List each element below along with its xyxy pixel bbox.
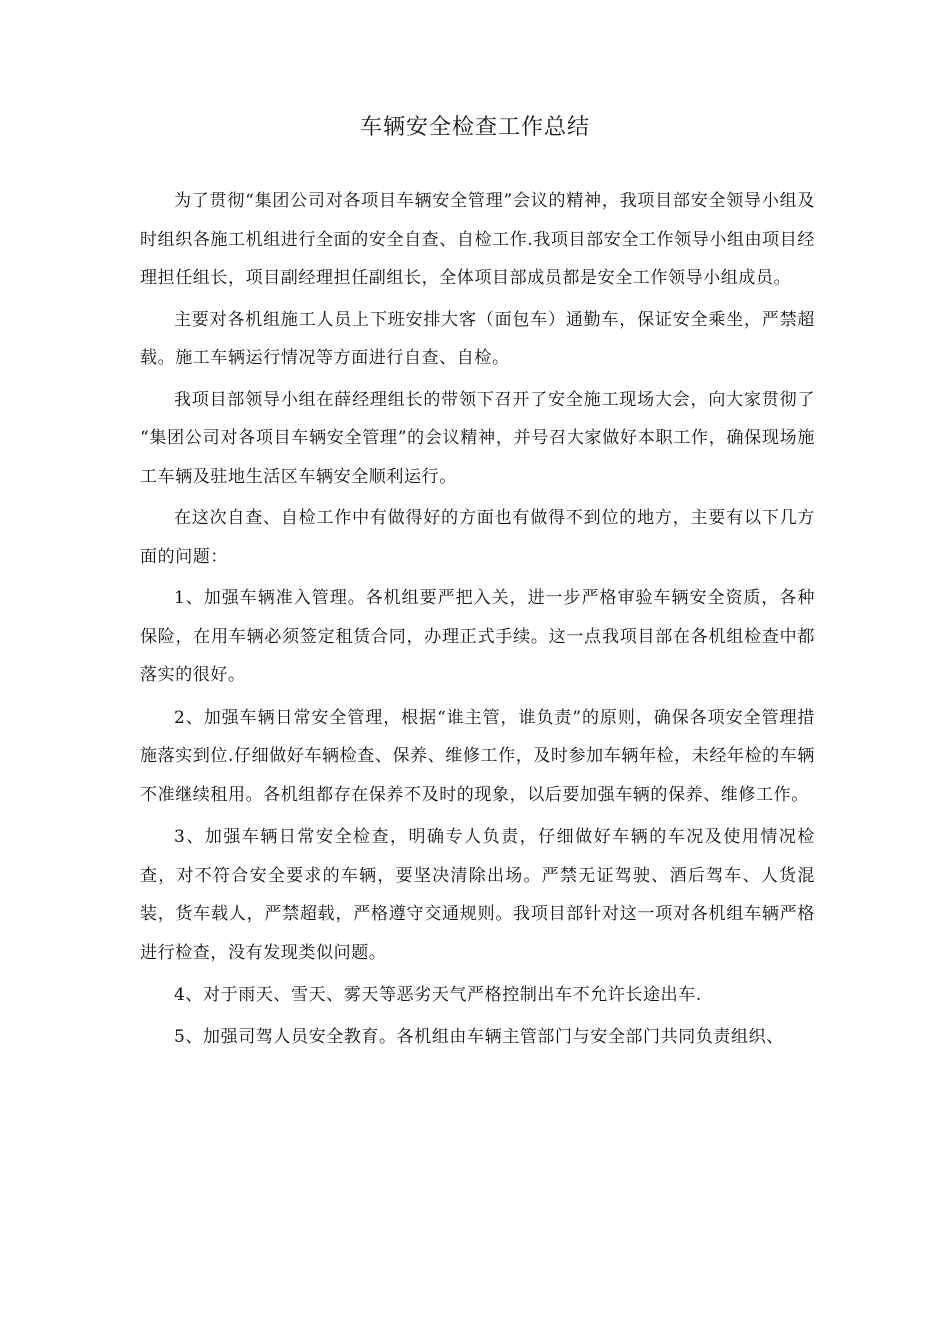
paragraph-issues: 在这次自查、自检工作中有做得好的方面也有做得不到位的地方，主要有以下几方面的问题： [140,508,815,567]
paragraph-intro: 为了贯彻“集团公司对各项目车辆安全管理”会议的精神，我项目部安全领导小组及时组织各施工机组进行全面的安全自查、自检工作.我项目部安全工作领导小组由项目经理担任组长，项目副经理担任副组长，全体项目部成员都是安全工作领导小组成员。 [140,191,815,288]
document-body [140,182,815,1059]
paragraph-meeting: 我项目部领导小组在薛经理组长的带领下召开了安全施工现场大会，向大家贯彻了 “集团公司对各项目车辆安全管理”的会议精神，并号召大家做好本职工作，确保现场施工车辆及驻地生活区车辆安全顺利运行。 [140,389,815,487]
paragraph-item-5: 5、加强司驾人员安全教育。各机组由车辆主管部门与安全部门共同负责组织、 [174,1026,784,1047]
paragraph-item-3: 3、加强车辆日常安全检查，明确专人负责，仔细做好车辆的车况及使用情况检查，对不符合安全要求的车辆，要坚决清除出场。严禁无证驾驶、酒后驾车、人货混装，货车载人，严禁超载，严格遵守交通规则。我项目部针对这一项对各机组车辆严格进行检查，没有发现类似问题。 [140,827,815,963]
paragraph-item-4: 4、对于雨天、雪天、雾天等恶劣天气严格控制出车不允许长途出车. [174,985,702,1005]
paragraph-item-2: 2、加强车辆日常安全管理，根据“谁主管，谁负责”的原则，确保各项安全管理措施落实到位.仔细做好车辆检查、保养、维修工作，及时参加车辆年检，未经年检的车辆不准继续租用。各机组都存在保养不及时的现象，以后要加强车辆的保养、维修工作。 [140,707,815,805]
paragraph-commute: 主要对各机组施工人员上下班安排大客（面包车）通勤车，保证安全乘坐，严禁超载。施工车辆运行情况等方面进行自查、自检。 [140,309,815,368]
document-title: 车辆安全检查工作总结 [359,115,590,140]
paragraph-item-1: 1、加强车辆准入管理。各机组要严把入关，进一步严格审验车辆安全资质，各种保险，在用车辆必须签定租赁合同，办理正式手续。这一点我项目部在各机组检查中都落实的很好。 [140,588,815,685]
